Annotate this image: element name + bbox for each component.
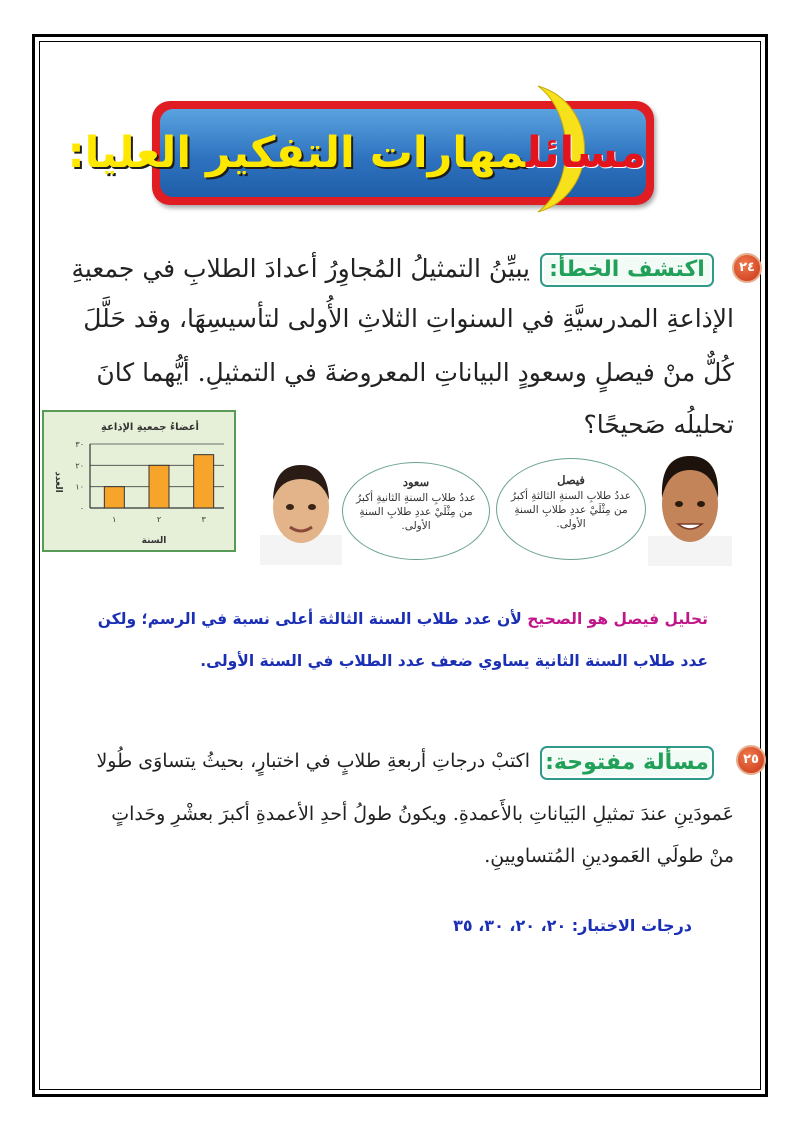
chart-y-label: العدد	[53, 471, 63, 493]
saud-face-icon	[260, 455, 342, 565]
chart-y-tick: ٣٠	[75, 440, 84, 449]
chart-y-tick: ٢٠	[75, 461, 84, 471]
faisal-speech-bubble	[496, 458, 646, 560]
answer-24-highlight: تحليل فيصل هو الصحيح	[527, 610, 708, 628]
problem-24-line-3: كُلٌّ منْ فيصلٍ وسعودٍ البياناتِ المعروضةَ في التمثيلِ. أيُّهما كانَ	[96, 358, 734, 387]
saud-speech-bubble	[342, 462, 490, 560]
answer-24-line-1	[98, 610, 708, 628]
title-part2: مهارات التفكير العليا:	[67, 128, 526, 178]
answer-25: درجات الاختبار: ٢٠، ٢٠، ٣٠، ٣٥	[453, 916, 692, 935]
bar-chart	[42, 410, 236, 552]
chart-title: أعضاءُ جمعيةِ الإذاعةِ	[101, 422, 199, 433]
problem-24-line-4: تحليلُه صَحيحًا؟	[583, 410, 734, 439]
faisal-line-3: الأولى.	[556, 518, 586, 530]
problem-24-number: ٢٤	[732, 253, 762, 283]
chart-x-tick: ٣	[201, 515, 206, 524]
saud-line-3: الأولى.	[401, 520, 431, 532]
saud-name: سعود	[402, 475, 430, 489]
chart-bar	[194, 455, 214, 508]
chart-y-tick: ٠	[79, 504, 84, 513]
chart-bar	[149, 465, 169, 508]
faisal-name: فيصل	[557, 473, 585, 487]
problem-25-line-3: منْ طولَي العَمودينِ المُتساويينِ.	[484, 845, 734, 867]
chart-y-tick: ١٠	[75, 482, 84, 492]
chart-x-label: السنة	[141, 536, 167, 546]
problem-24-line-1: يبيِّنُ التمثيلُ المُجاوِرُ أعدادَ الطلابِ في جمعيةِ	[71, 254, 530, 283]
chart-bar	[104, 487, 124, 508]
problem-25-tag: مسألة مفتوحة:	[540, 746, 714, 780]
answer-24-line-2: عدد طلاب السنة الثانية يساوي ضعف عدد الطلاب في السنة الأولى.	[200, 652, 708, 670]
chart-x-tick: ١	[112, 515, 117, 524]
page-title	[67, 112, 646, 194]
saud-line-2: من مِثْلَيْ عددِ طلابِ السنةِ	[359, 506, 473, 518]
answer-24-reason: لأن عدد طلاب السنة الثالثة أعلى نسبة في الرسم؛ ولكن	[97, 610, 528, 628]
faisal-line-2: من مِثْلَيْ عددِ طلابِ السنةِ	[514, 504, 628, 516]
faisal-line-1: عددُ طلابِ السنةِ الثالثةِ أكبرُ	[511, 490, 631, 502]
problem-24-line-2: الإذاعةِ المدرسيَّةِ في السنواتِ الثلاثِ الأُولى لتأسيسِهَا، وقد حَلَّلَ	[83, 304, 734, 333]
title-part1: مسائل	[525, 128, 646, 178]
problem-24-tag: اكتشف الخطأ:	[540, 253, 714, 287]
problem-25-line-1: اكتبْ درجاتِ أربعةِ طلابٍ في اختبارٍ، بحيثُ يتساوَى طُولا	[96, 750, 530, 772]
chart-x-tick: ٢	[156, 515, 162, 524]
problem-25-line-2: عَمودَينِ عندَ تمثيلِ البَياناتِ بالأَعمدةِ. ويكونُ طولُ أحدِ الأعمدةِ أكبرَ بعشْرِ وحَداتٍ	[111, 803, 734, 825]
saud-line-1: عددُ طلابِ السنةِ الثانيةِ أكبرُ	[356, 492, 476, 504]
faisal-face-icon	[648, 448, 732, 566]
problem-25-number: ٢٥	[736, 745, 766, 775]
